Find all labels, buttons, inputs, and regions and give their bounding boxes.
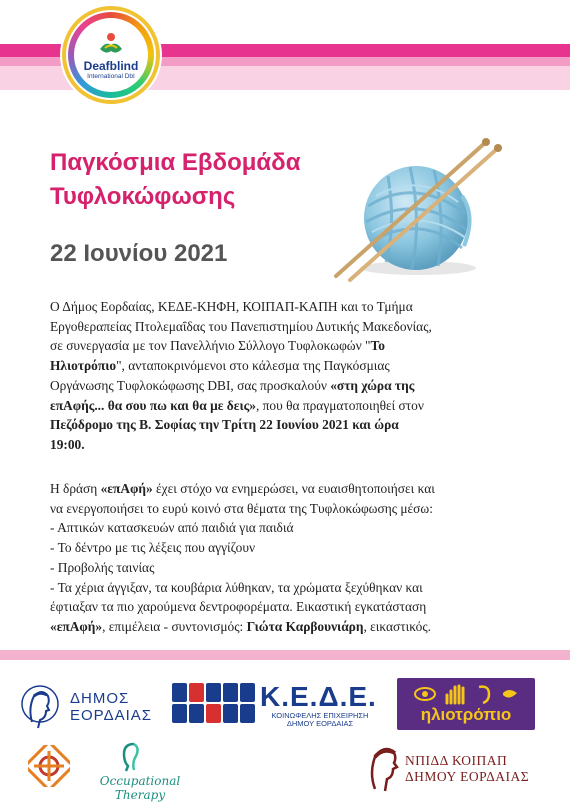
paragraph-text: έχει στόχο να ενημερώσει, να ευαισθητοποιήσει και [152,481,435,496]
ot-text: Occupational Therapy [99,774,181,802]
footer-separator [0,650,570,660]
dimos-line-1: ΔΗΜΟΣ [70,690,130,707]
paragraph-text: Η δράση [50,481,101,496]
activity-list-item: - Τα χέρια άγγιξαν, τα κουβάρια λύθηκαν, τα χρώματα ξεχύθηκαν και [50,579,423,595]
npidd-text [405,753,529,785]
paragraph-bold: Το [370,338,385,354]
paragraph-bold: Γιώτα Καρβουνιάρη [246,618,364,634]
dimos-text [70,690,152,724]
kede-tile [223,683,238,702]
kede-logo [172,683,382,727]
paragraph-bold: επΑφής... θα σου πω και θα με δεις» [50,397,256,413]
paragraph-text: , εικαστικός. [363,618,432,634]
paragraph-text: Οργάνωσης Τυφλοκώφωσης DBI, σας προσκαλούν [50,377,331,393]
paragraph-line [50,317,528,337]
kede-tile [223,704,238,723]
page-title [50,146,350,214]
greek-head-icon [365,739,405,793]
paragraph-line [50,617,528,637]
kede-sub-line-2: ΔΗΜΟΥ ΕΟΡΔΑΙΑΣ [286,719,354,728]
paragraph-bold: «επΑφή» [100,481,153,496]
npidd-koipap-logo [365,737,545,797]
deafblind-logo [62,6,160,104]
activity-list-item: - Απτικών κατασκευών από παιδιά για παιδιά [50,520,294,536]
kede-tile [206,704,221,723]
iliotropio-logo [397,678,535,730]
logo-subtitle: International DbI [87,73,135,80]
dimos-line-2: ΕΟΡΔΑΙΑΣ [70,707,153,724]
logo-name: Deafblind [83,59,139,73]
paragraph-bold: Ηλιοτρόπιο [50,358,117,374]
paragraph-line [50,479,528,499]
knot-logo-icon [28,745,70,787]
kede-tile [189,704,204,723]
title-line-1: Παγκόσμια Εβδομάδα [50,149,301,176]
paragraph-line: να ενεργοποιήσει το ευρύ κοινό στα θέματα της Τυφλοκώφωσης μέσω: [50,500,433,516]
kede-tile [189,683,204,702]
paragraph-line [50,297,528,317]
occupational-therapy-logo [80,742,200,802]
kede-tile [240,683,255,702]
kede-tile [172,683,187,702]
invitation-paragraph [50,297,528,455]
paragraph-text: , που θα πραγματοποιηθεί στον [255,397,424,413]
paragraph-text: σε συνεργασία με τον Πανελλήνιο Σύλλογο Τυφλοκωφών " [50,338,371,354]
activity-list-item: έφτιαξαν τα πιο χαρούμενα δεντροφορέματα. Εικαστική εγκατάσταση [50,599,427,615]
kede-tile [172,704,187,723]
paragraph-text: , επιμέλεια - συντονισμός: [102,618,247,634]
paragraph-bold: «στη χώρα της [330,377,415,393]
profile-figure-icon [118,742,142,772]
dimos-eordaias-logo [18,680,158,736]
npidd-line-1: ΝΠΙΔΔ ΚΟΙΠΑΠ [405,753,508,768]
kede-sub-line-1: ΚΟΙΝΩΦΕΛΗΣ ΕΠΙΧΕΙΡΗΣΗ [271,711,369,720]
paragraph-bold: Πεζόδρομο της Β. Σοφίας την Τρίτη 22 Ιουνίου 2021 και ώρα [50,417,399,433]
paragraph-line [50,336,528,356]
paragraph-line [50,415,528,435]
kede-name: Κ.Ε.Δ.Ε. [260,681,377,712]
paragraph-text: Εργοθεραπείας Πτολεμαΐδας του Πανεπιστημίου Δυτικής Μακεδονίας, [50,318,432,334]
hands-icon [96,29,126,59]
event-date: 22 Ιουνίου 2021 [50,240,228,267]
npidd-line-2: ΔΗΜΟΥ ΕΟΡΔΑΙΑΣ [405,769,530,784]
logo-inner [74,18,148,92]
paragraph-bold: 19:00. [50,436,85,452]
activity-list-item: - Προβολής ταινίας [50,559,155,575]
iliotropio-text: ηλιοτρόπιο [420,705,512,724]
kede-icon-grid [172,683,254,723]
paragraph-line [50,396,528,416]
activity-paragraph [50,479,528,637]
senses-icons [413,683,521,705]
paragraph-text: Ο Δήμος Εορδαίας, ΚΕΔΕ-ΚΗΦΗ, ΚΟΙΠΑΠ-ΚΑΠΗ και το Τμήμα [50,299,413,314]
paragraph-line [50,376,528,396]
kede-tile [240,704,255,723]
paragraph-text: ", ανταποκρινόμενοι στο κάλεσμα της Παγκόσμιας [116,358,390,374]
greek-head-icon [20,682,60,732]
kede-subtitle [260,712,380,728]
activity-list-item: - Το δέντρο με τις λέξεις που αγγίζουν [50,540,256,556]
yarn-ball-image [326,136,508,284]
paragraph-bold: «επΑφή» [50,618,103,634]
paragraph-line [50,435,528,455]
paragraph-line [50,356,528,376]
title-line-2: Τυφλοκώφωσης [50,183,236,210]
kede-tile [206,683,221,702]
